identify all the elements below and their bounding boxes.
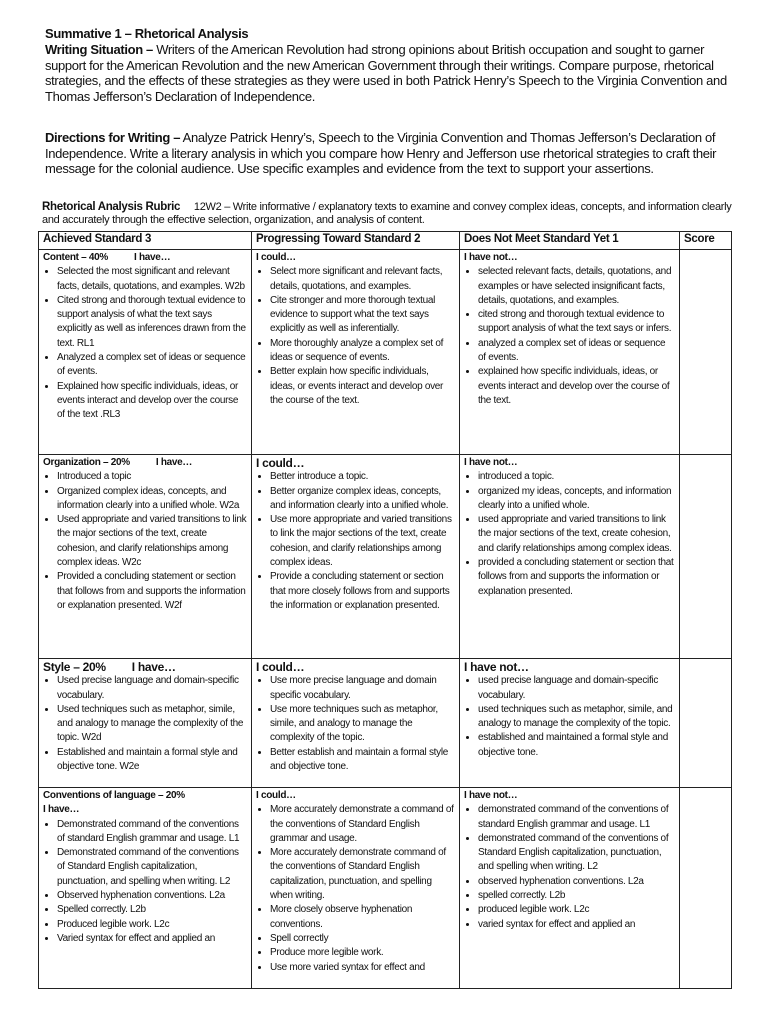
list-item: • Varied syntax for effect and applied an <box>57 932 247 946</box>
list-item: • Produce more legible work. <box>270 946 455 960</box>
list-item: • Analyzed a complex set of ideas or sequence of events. <box>57 351 247 380</box>
list-item: • Provide a concluding statement or section that more closely follows from and supports the information or explanation presented. <box>270 570 455 613</box>
header-achieved: Achieved Standard 3 <box>39 232 252 250</box>
cell-progressing <box>252 455 460 659</box>
list-item: • Use more appropriate and varied transitions to link the major sections of the text, create cohesion, and clarify relationships among complex ideas. <box>270 513 455 570</box>
i-could-label: I could… <box>256 456 305 470</box>
criterion-label: Organization – 20% <box>43 457 130 468</box>
list-item: • Spell correctly <box>270 932 455 946</box>
writing-situation-label: Writing Situation – <box>45 42 153 57</box>
list-item: • Use more techniques such as metaphor, simile, and analogy to manage the complexity of the topic. <box>270 703 455 746</box>
rubric-row-style <box>39 659 732 788</box>
rubric-standard: 12W2 – Write informative / explanatory texts to examine and convey complex ideas, concepts, and information clearly and accurately through the effective selection, organization, and analysis of content. <box>42 201 732 226</box>
cell-not-met <box>460 455 680 659</box>
score-cell[interactable] <box>680 659 732 788</box>
rubric-header-row <box>39 232 732 250</box>
list-item: • Cite stronger and more thorough textual evidence to support what the text says explicitly as well as inferentially. <box>270 294 455 337</box>
cell-achieved <box>39 455 252 659</box>
list-item: • Used precise language and domain-specific vocabulary. <box>57 674 247 703</box>
list-item: • used appropriate and varied transitions to link the major sections of the text, create cohesion, and clarify relationships among complex ideas. <box>478 513 675 556</box>
cell-progressing <box>252 250 460 455</box>
list-item: • Select more significant and relevant facts, details, quotations, and examples. <box>270 265 455 294</box>
list-item: • explained how specific individuals, ideas, or events interact and develop over the course of the text. <box>478 365 675 408</box>
header-not-met: Does Not Meet Standard Yet 1 <box>460 232 680 250</box>
document-title: Summative 1 – Rhetorical Analysis <box>45 26 249 41</box>
cell-not-met <box>460 659 680 788</box>
cell-achieved <box>39 788 252 989</box>
i-have-not-label: I have not… <box>464 252 518 263</box>
list-item: • Use more varied syntax for effect and <box>270 961 455 975</box>
rubric-table <box>38 231 732 989</box>
list-item: • used precise language and domain-specific vocabulary. <box>478 674 675 703</box>
list-item: • Established and maintain a formal style and objective tone. W2e <box>57 746 247 775</box>
list-item: • Demonstrated command of the conventions of Standard English capitalization, punctuation, and spelling when writing. L2 <box>57 846 247 889</box>
i-have-label: I have… <box>131 660 176 674</box>
list-item: • Better organize complex ideas, concepts, and information clearly into a unified whole. <box>270 485 455 514</box>
list-item: • produced legible work. L2c <box>478 903 675 917</box>
rubric-row-organization <box>39 455 732 659</box>
header-progressing: Progressing Toward Standard 2 <box>252 232 460 250</box>
i-have-label: I have… <box>134 252 171 263</box>
list-item: • Provided a concluding statement or section that follows from and supports the information or explanation presented. W2f <box>57 570 247 613</box>
i-have-label: I have… <box>155 457 193 468</box>
list-item: • Observed hyphenation conventions. L2a <box>57 889 247 903</box>
list-item: • More accurately demonstrate a command of the conventions of Standard English grammar and usage. <box>270 803 455 846</box>
list-item: • established and maintained a formal style and objective tone. <box>478 731 675 760</box>
list-item: • Better introduce a topic. <box>270 470 455 484</box>
cell-not-met <box>460 250 680 455</box>
list-item: • Better explain how specific individuals, ideas, or events interact and develop over the course of the text. <box>270 365 455 408</box>
rubric-row-conventions <box>39 788 732 989</box>
list-item: • organized my ideas, concepts, and information clearly into a unified whole. <box>478 485 675 514</box>
list-item: • Introduced a topic <box>57 470 247 484</box>
list-item: • provided a concluding statement or section that follows from and supports the information or explanation presented. <box>478 556 675 599</box>
list-item: • varied syntax for effect and applied an <box>478 918 675 932</box>
i-have-not-label: I have not… <box>464 790 518 801</box>
list-item: • Spelled correctly. L2b <box>57 903 247 917</box>
criterion-label: Style – 20% <box>43 660 106 674</box>
i-could-label: I could… <box>256 790 296 801</box>
list-item: • Organized complex ideas, concepts, and information clearly into a unified whole. W2a <box>57 485 247 514</box>
writing-situation <box>45 42 735 104</box>
list-item: • More accurately demonstrate command of the conventions of Standard English capitalization, punctuation, and spelling when writing. <box>270 846 455 903</box>
cell-not-met <box>460 788 680 989</box>
criterion-label: Content – 40% <box>43 252 109 263</box>
list-item: • spelled correctly. L2b <box>478 889 675 903</box>
list-item: • demonstrated command of the conventions of standard English grammar and usage. L1 <box>478 803 675 832</box>
rubric-label: Rhetorical Analysis Rubric <box>42 201 181 213</box>
list-item: • analyzed a complex set of ideas or sequence of events. <box>478 337 675 366</box>
list-item: • cited strong and thorough textual evidence to support analysis of what the text says or infers. <box>478 308 675 337</box>
directions-text: Analyze Patrick Henry’s, Speech to the Virginia Convention and Thomas Jefferson’s Declaration of Independence. Write a literary analysis in which you compare how Henry and Jefferson use rhetorical strategies to craft their message for the colonial audience. Use specific examples and evidence from the text to support your assertions. <box>45 130 717 177</box>
list-item: • Selected the most significant and relevant facts, details, quotations, and examples. W2b <box>57 265 247 294</box>
list-item: • Better establish and maintain a formal style and objective tone. <box>270 746 455 775</box>
i-could-label: I could… <box>256 660 305 674</box>
cell-progressing <box>252 659 460 788</box>
i-have-label: I have… <box>43 804 80 816</box>
rubric-row-content <box>39 250 732 455</box>
score-cell[interactable] <box>680 455 732 659</box>
list-item: • Explained how specific individuals, ideas, or events interact and develop over the course of the text .RL3 <box>57 380 247 423</box>
list-item: • Produced legible work. L2c <box>57 918 247 932</box>
list-item: • More thoroughly analyze a complex set of ideas or sequence of events. <box>270 337 455 366</box>
directions-label: Directions for Writing – <box>45 130 181 145</box>
i-have-not-label: I have not… <box>464 457 518 468</box>
list-item: • observed hyphenation conventions. L2a <box>478 875 675 889</box>
cell-achieved <box>39 250 252 455</box>
list-item: • used techniques such as metaphor, simile, and analogy to manage the complexity of the topic. <box>478 703 675 732</box>
score-cell[interactable] <box>680 250 732 455</box>
list-item: • Used appropriate and varied transitions to link the major sections of the text, create cohesion, and clarify relationships among complex ideas. W2c <box>57 513 247 570</box>
directions-for-writing <box>45 130 735 177</box>
list-item: • selected relevant facts, details, quotations, and examples or have selected insignificant facts, details, quotations, and examples. <box>478 265 675 308</box>
i-have-not-label: I have not… <box>464 660 529 674</box>
header-score: Score <box>680 232 732 250</box>
list-item: • introduced a topic. <box>478 470 675 484</box>
criterion-label: Conventions of language – 20% <box>43 790 185 801</box>
score-cell[interactable] <box>680 788 732 989</box>
list-item: • More closely observe hyphenation conventions. <box>270 903 455 932</box>
list-item: • Cited strong and thorough textual evidence to support analysis of what the text says explicitly as well as inferences drawn from the text. RL1 <box>57 294 247 351</box>
list-item: • Use more precise language and domain specific vocabulary. <box>270 674 455 703</box>
list-item: • demonstrated command of the conventions of Standard English capitalization, punctuation, and spelling when writing. L2 <box>478 832 675 875</box>
list-item: • Demonstrated command of the conventions of standard English grammar and usage. L1 <box>57 818 247 847</box>
rubric-intro <box>42 201 742 227</box>
i-could-label: I could… <box>256 252 296 263</box>
cell-progressing <box>252 788 460 989</box>
list-item: • Used techniques such as metaphor, simile, and analogy to manage the complexity of the topic. W2d <box>57 703 247 746</box>
writing-situation-text: Writers of the American Revolution had strong opinions about British occupation and sought to garner support for the American Revolution and the new American Government through their writings. Compare purpose, rhetorical strategies, and the effects of these strategies as they were used in both Patrick Henry’s Speech to the Virginia Convention and Thomas Jefferson’s Declaration of Independence. <box>45 42 727 104</box>
cell-achieved <box>39 659 252 788</box>
